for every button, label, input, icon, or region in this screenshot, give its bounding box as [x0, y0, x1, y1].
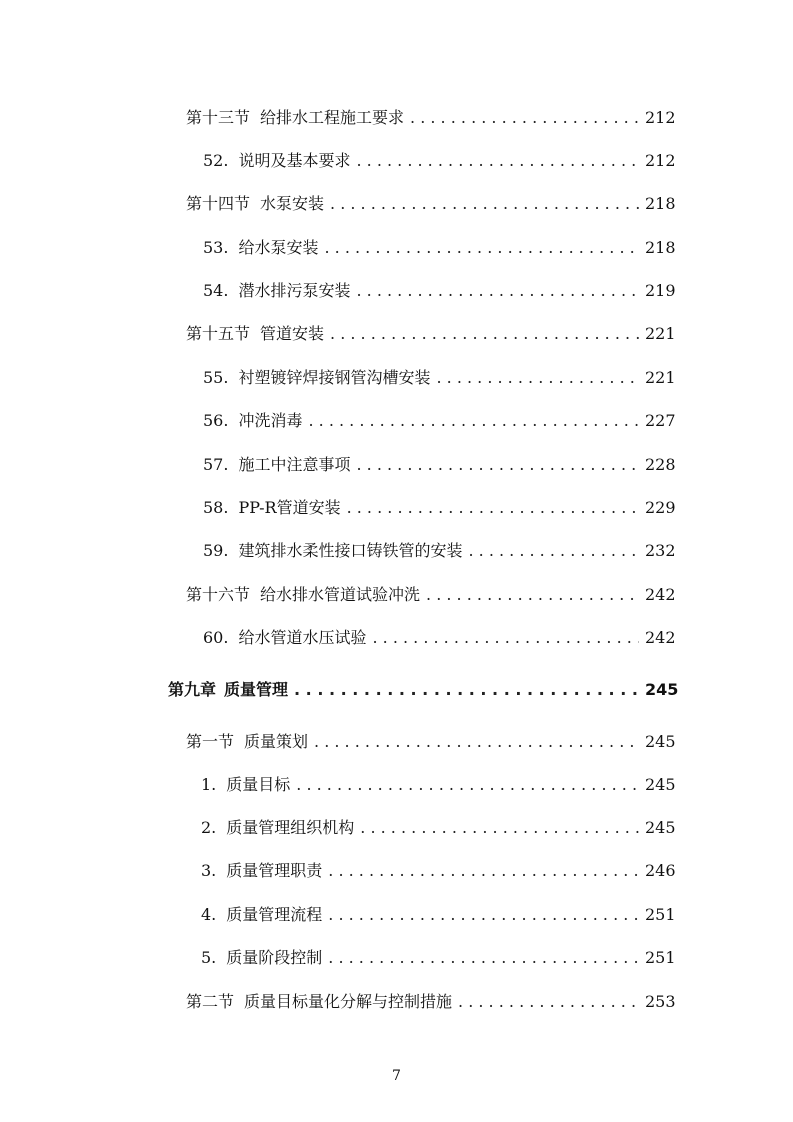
toc-entry-page: 245 [645, 775, 676, 794]
toc-leader-dots [294, 679, 639, 701]
toc-entry-page: 232 [645, 541, 676, 560]
toc-leader-dots [426, 584, 639, 606]
toc-leader-dots [347, 497, 639, 519]
toc-entry-number: 第二节 [186, 992, 235, 1011]
toc-entry-title: 质量目标量化分解与控制措施 [244, 992, 453, 1011]
toc-leader-dots [356, 150, 639, 172]
page-number: 7 [392, 1068, 401, 1084]
toc-entry-number: 57. [203, 455, 229, 474]
toc-entry-title: 衬塑镀锌焊接钢管沟槽安装 [238, 368, 431, 387]
toc-entry-number: 1. [201, 775, 217, 794]
toc-entry-page: 221 [645, 368, 676, 387]
toc-entry[interactable] [203, 237, 676, 259]
toc-entry-page: 218 [645, 238, 676, 257]
toc-entry-page: 242 [645, 628, 676, 647]
toc-entry-page: 229 [645, 498, 676, 517]
toc-entry-number: 第十四节 [186, 194, 251, 213]
toc-entry-page: 251 [645, 948, 676, 967]
toc-entry-number: 59. [203, 541, 229, 560]
toc-entry-page: 212 [645, 108, 676, 127]
toc-chapter-entry[interactable] [168, 679, 679, 701]
toc-entry[interactable] [201, 947, 676, 969]
toc-entry-number: 第九章 [168, 680, 217, 699]
toc-leader-dots [324, 237, 639, 259]
toc-leader-dots [314, 731, 639, 753]
toc-entry-page: 228 [645, 455, 676, 474]
toc-leader-dots [458, 991, 639, 1013]
toc-entry-title: 潜水排污泵安装 [238, 281, 351, 300]
toc-entry-number: 53. [203, 238, 229, 257]
toc-leader-dots [436, 367, 639, 389]
toc-entry-number: 第十五节 [186, 324, 251, 343]
toc-entry-page: 219 [645, 281, 676, 300]
toc-entry-number: 3. [201, 861, 217, 880]
toc-entry-number: 2. [201, 818, 217, 837]
toc-leader-dots [328, 904, 639, 926]
toc-entry[interactable] [203, 454, 676, 476]
toc-entry-title: 质量管理职责 [226, 861, 323, 880]
toc-entry[interactable] [186, 107, 676, 129]
toc-entry-page: 242 [645, 585, 676, 604]
toc-entry[interactable] [203, 540, 676, 562]
toc-entry-title: 水泵安装 [260, 194, 325, 213]
toc-entry-title: 质量管理流程 [226, 905, 323, 924]
toc-leader-dots [330, 193, 639, 215]
toc-entry[interactable] [186, 193, 676, 215]
toc-entry-title: 管道安装 [260, 324, 325, 343]
toc-entry-title: PP-R管道安装 [238, 498, 341, 517]
toc-entry-title: 质量目标 [226, 775, 291, 794]
toc-entry-number: 第一节 [186, 732, 235, 751]
toc-entry[interactable] [203, 410, 676, 432]
toc-entry[interactable] [186, 584, 676, 606]
toc-leader-dots [356, 280, 639, 302]
toc-entry-page: 251 [645, 905, 676, 924]
toc-entry[interactable] [203, 497, 676, 519]
toc-leader-dots [308, 410, 639, 432]
toc-entry-number: 5. [201, 948, 217, 967]
toc-entry-page: 221 [645, 324, 676, 343]
toc-entry[interactable] [201, 817, 676, 839]
toc-entry[interactable] [186, 731, 676, 753]
toc-leader-dots [360, 817, 639, 839]
toc-entry-title: 给水管道水压试验 [238, 628, 367, 647]
toc-leader-dots [410, 107, 639, 129]
toc-entry-number: 第十六节 [186, 585, 251, 604]
toc-entry-title: 质量策划 [244, 732, 309, 751]
toc-entry-number: 56. [203, 411, 229, 430]
toc-entry-title: 质量管理 [224, 680, 289, 699]
toc-entry[interactable] [203, 280, 676, 302]
toc-entry-title: 给排水工程施工要求 [260, 108, 405, 127]
toc-entry-page: 212 [645, 151, 676, 170]
toc-leader-dots [328, 947, 639, 969]
toc-entry-title: 说明及基本要求 [238, 151, 351, 170]
toc-entry[interactable] [201, 774, 676, 796]
toc-leader-dots [328, 860, 639, 882]
toc-entry-page: 218 [645, 194, 676, 213]
toc-leader-dots [372, 627, 639, 649]
toc-entry-number: 4. [201, 905, 217, 924]
toc-entry-title: 质量管理组织机构 [226, 818, 355, 837]
toc-entry-title: 给水泵安装 [238, 238, 319, 257]
toc-entry-title: 冲洗消毒 [238, 411, 303, 430]
toc-entry[interactable] [203, 627, 676, 649]
toc-leader-dots [468, 540, 639, 562]
toc-entry-page: 253 [645, 992, 676, 1011]
toc-entry[interactable] [186, 991, 676, 1013]
toc-entry-title: 施工中注意事项 [238, 455, 351, 474]
toc-entry-number: 58. [203, 498, 229, 517]
toc-leader-dots [330, 323, 639, 345]
toc-entry-number: 52. [203, 151, 229, 170]
toc-leader-dots [296, 774, 639, 796]
toc-entry[interactable] [201, 860, 676, 882]
toc-entry-page: 227 [645, 411, 676, 430]
toc-leader-dots [356, 454, 639, 476]
toc-entry[interactable] [203, 367, 676, 389]
toc-entry-title: 给水排水管道试验冲洗 [260, 585, 421, 604]
toc-entry[interactable] [186, 323, 676, 345]
toc-entry-number: 54. [203, 281, 229, 300]
toc-entry-title: 质量阶段控制 [226, 948, 323, 967]
toc-entry-page: 246 [645, 861, 676, 880]
toc-entry-title: 建筑排水柔性接口铸铁管的安装 [238, 541, 463, 560]
toc-entry-number: 60. [203, 628, 229, 647]
toc-entry-number: 55. [203, 368, 229, 387]
toc-entry-number: 第十三节 [186, 108, 251, 127]
toc-entry[interactable] [201, 904, 676, 926]
toc-entry-page: 245 [645, 732, 676, 751]
toc-entry[interactable] [203, 150, 676, 172]
toc-entry-page: 245 [645, 680, 679, 699]
toc-entry-page: 245 [645, 818, 676, 837]
